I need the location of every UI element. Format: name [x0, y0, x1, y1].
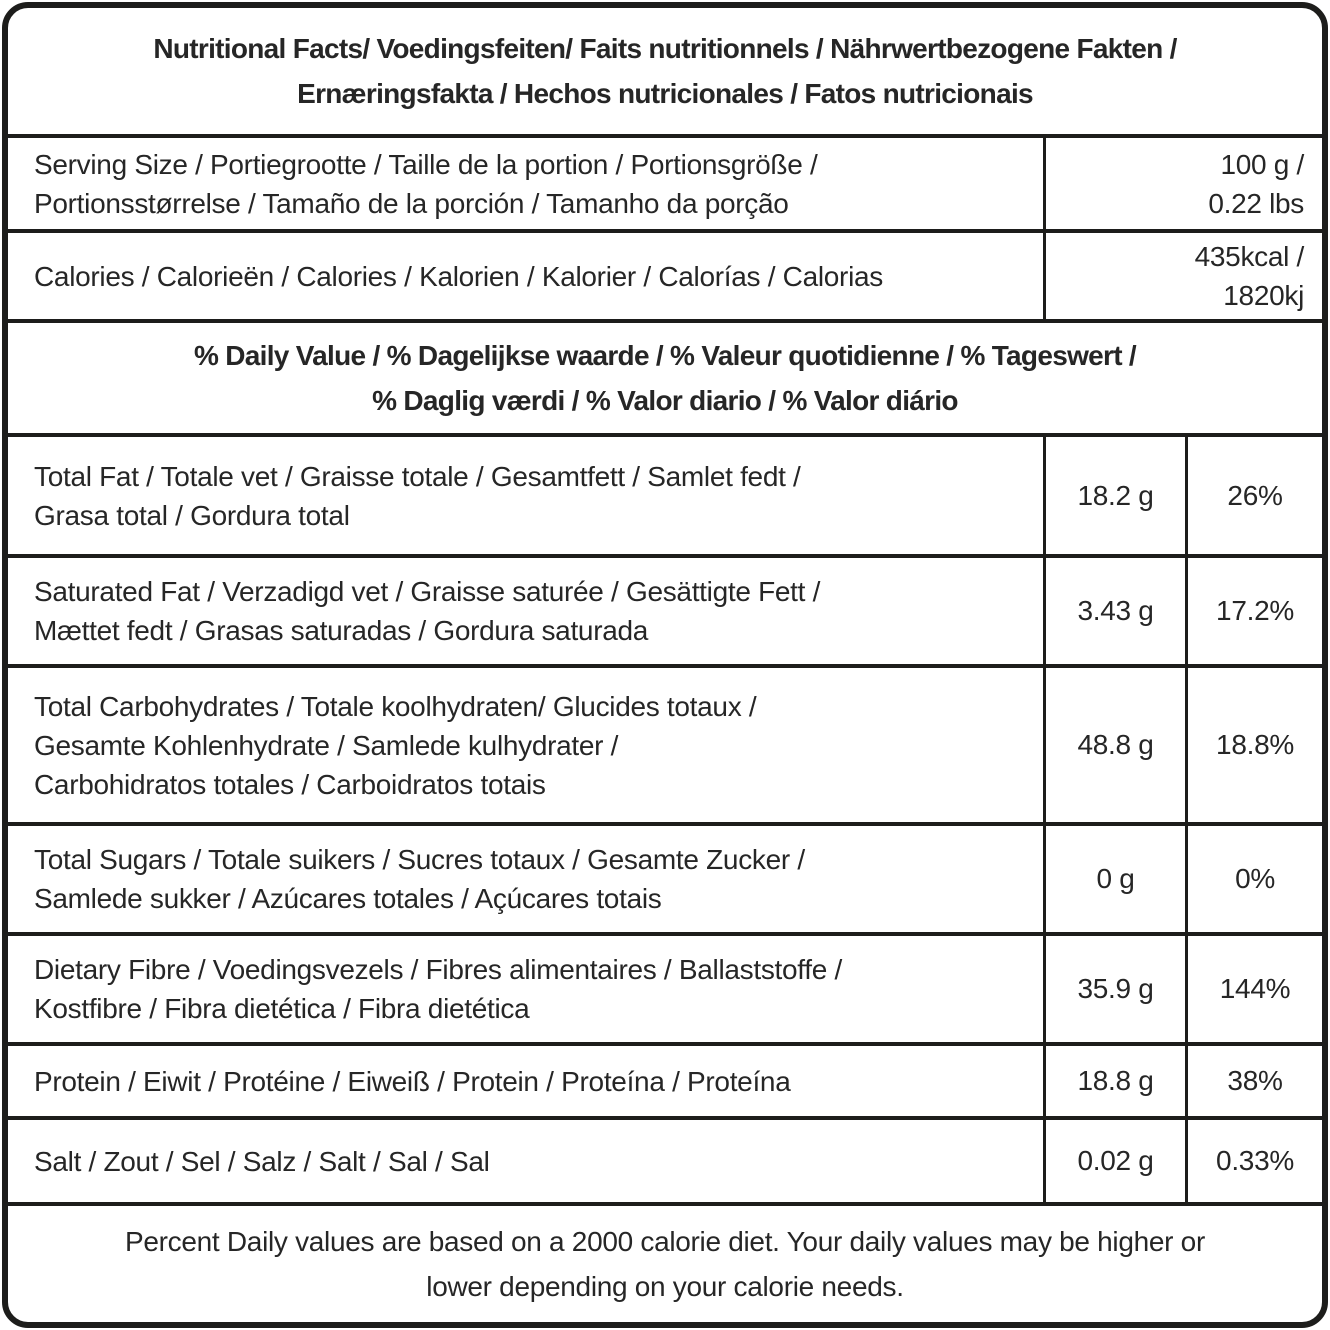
- nutrient-amount: 48.8 g: [1043, 668, 1185, 822]
- nutrient-label: Dietary Fibre / Voedingsvezels / Fibres alimentaires / Ballaststoffe / Kostfibre / Fibra dietética / Fibra dietética: [34, 954, 842, 1024]
- serving-size-value: 100 g / 0.22 lbs: [1043, 138, 1322, 229]
- nutrient-row-protein: [8, 1042, 1322, 1116]
- nutrient-daily-value: 17.2%: [1185, 558, 1322, 664]
- title-row: [8, 8, 1322, 134]
- nutrient-row-total-fat: [8, 433, 1322, 554]
- nutrient-daily-value: 18.8%: [1185, 668, 1322, 822]
- nutrient-label: Protein / Eiwit / Protéine / Eiweiß / Protein / Proteína / Proteína: [34, 1065, 791, 1097]
- nutrient-amount: 0.02 g: [1043, 1120, 1185, 1202]
- nutrient-row-dietary-fibre: [8, 932, 1322, 1042]
- serving-size-row: [8, 134, 1322, 229]
- nutrient-amount: 18.2 g: [1043, 437, 1185, 554]
- calories-row: [8, 229, 1322, 319]
- nutrient-label: Saturated Fat / Verzadigd vet / Graisse saturée / Gesättigte Fett / Mættet fedt / Grasas saturadas / Gordura saturada: [34, 576, 821, 646]
- nutrient-daily-value: 26%: [1185, 437, 1322, 554]
- nutrient-daily-value: 0.33%: [1185, 1120, 1322, 1202]
- calories-value: 435kcal / 1820kj: [1043, 233, 1322, 319]
- nutrient-label: Total Sugars / Totale suikers / Sucres totaux / Gesamte Zucker / Samlede sukker / Azúcares totales / Açúcares totais: [34, 844, 805, 914]
- nutrient-amount: 3.43 g: [1043, 558, 1185, 664]
- footer-row: [8, 1202, 1322, 1322]
- nutrient-daily-value: 144%: [1185, 936, 1322, 1042]
- nutrient-label: Salt / Zout / Sel / Salz / Salt / Sal / Sal: [34, 1145, 490, 1177]
- nutrient-daily-value: 0%: [1185, 826, 1322, 932]
- serving-size-label: Serving Size / Portiegrootte / Taille de la portion / Portionsgröße / Portionsstørrelse / Tamaño de la porción / Tamanho da porção: [34, 148, 818, 219]
- nutrient-label: Total Carbohydrates / Totale koolhydraten/ Glucides totaux / Gesamte Kohlenhydrate / Samlede kulhydrater / Carbohidratos totales / Carboidratos totais: [34, 690, 757, 800]
- nutrient-amount: 0 g: [1043, 826, 1185, 932]
- calories-label: Calories / Calorieën / Calories / Kalorien / Kalorier / Calorías / Calorias: [34, 260, 883, 292]
- nutrient-label: Total Fat / Totale vet / Graisse totale / Gesamtfett / Samlet fedt / Grasa total / Gordura total: [34, 460, 801, 531]
- daily-value-header-row: [8, 319, 1322, 433]
- nutrient-amount: 18.8 g: [1043, 1046, 1185, 1116]
- nutrient-row-total-carbohydrates: [8, 664, 1322, 822]
- nutrient-row-saturated-fat: [8, 554, 1322, 664]
- nutrient-amount: 35.9 g: [1043, 936, 1185, 1042]
- daily-value-disclaimer: Percent Daily values are based on a 2000 calorie diet. Your daily values may be higher or lower depending on your calorie needs.: [125, 1226, 1205, 1302]
- nutrient-row-salt: [8, 1116, 1322, 1202]
- daily-value-header: % Daily Value / % Dagelijkse waarde / % Valeur quotidienne / % Tageswert / % Daglig værdi / % Valor diario / % Valor diário: [193, 340, 1137, 416]
- label-title: Nutritional Facts/ Voedingsfeiten/ Faits nutritionnels / Nährwertbezogene Fakten / Ernæringsfakta / Hechos nutricionales / Fatos nutricionais: [153, 33, 1177, 109]
- nutrition-facts-label: [2, 2, 1328, 1328]
- nutrient-daily-value: 38%: [1185, 1046, 1322, 1116]
- nutrient-row-total-sugars: [8, 822, 1322, 932]
